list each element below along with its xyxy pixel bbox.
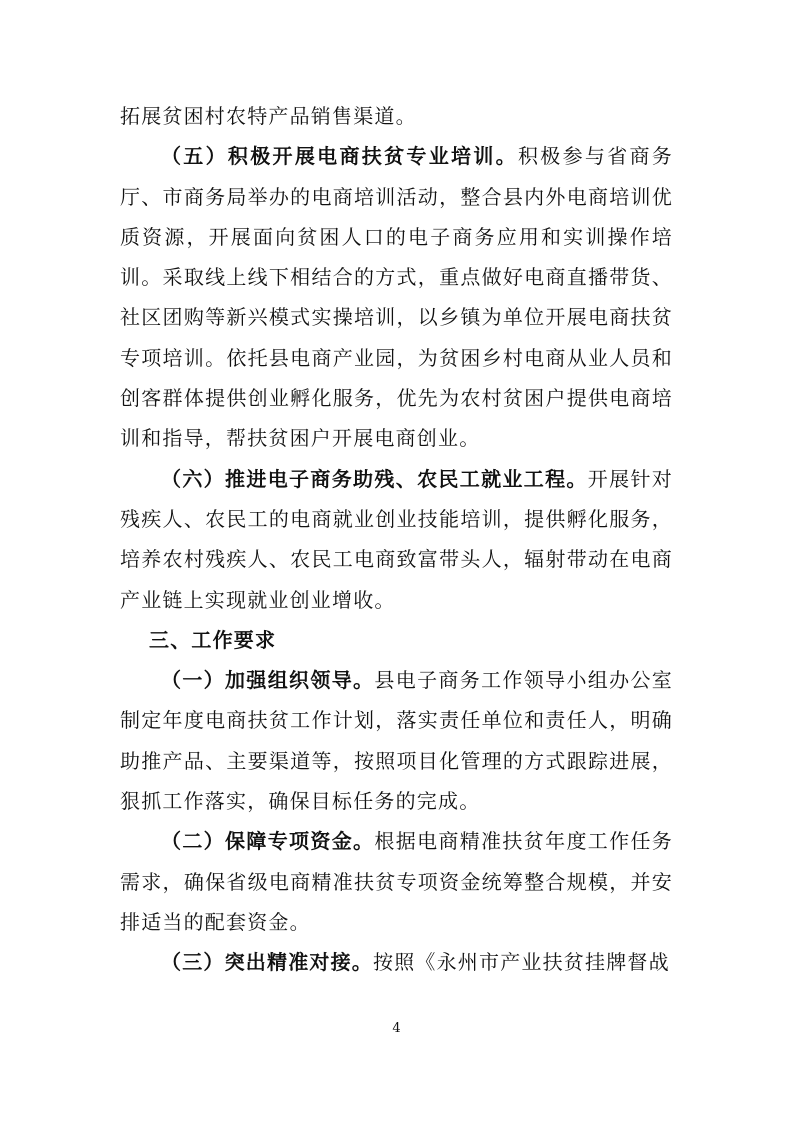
requirement-organization [120,660,673,821]
paragraph-body: 县电子商务工作领导小组办公室制定年度电商扶贫工作计划，落实责任单位和责任人，明确助推产品、主要渠道等，按照项目化管理的方式跟踪进展，狠抓工作落实，确保目标任务的完成。 [120,668,673,814]
paragraph-body: 积极参与省商务厅、市商务局举办的电商培训活动，整合县内外电商培训优质资源，开展面向贫困人口的电子商务应用和实训操作培训。采取线上线下相结合的方式，重点做好电商直播带货、社区团购等新兴模式实操培训，以乡镇为单位开展电商扶贫专项培训。依托县电商产业园，为贫困乡村电商从业人员和创客群体提供创业孵化服务，优先为农村贫困户提供电商培训和指导，帮扶贫困户开展电商创业。 [120,144,674,451]
paragraph-lead: （二）保障专项资金。 [161,829,375,854]
requirement-targeting [120,942,673,982]
paragraph-lead: （一）加强组织领导。 [161,668,375,693]
paragraph-body: 拓展贫困村农特产品销售渠道。 [120,104,417,128]
paragraph-body: 开展针对残疾人、农民工的电商就业创业技能培训，提供孵化服务，培养农村残疾人、农民工电商致富带头人，辐射带动在电商产业链上实现就业创业增收。 [120,466,673,612]
section-heading: 三、工作要求 [149,627,277,652]
paragraph-lead: （五）积极开展电商扶贫专业培训。 [161,144,518,169]
requirement-funding [120,821,673,942]
body-text [120,96,673,983]
paragraph-body: 按照《永州市产业扶贫挂牌督战 [373,950,670,975]
paragraph-employment [120,459,673,620]
paragraph-continuation [120,96,673,136]
paragraph-training [120,136,673,458]
paragraph-body: 根据电商精准扶贫年度工作任务需求，确保省级电商精准扶贫专项资金统筹整合规模，并安排适当的配套资金。 [120,829,673,934]
paragraph-lead: （六）推进电子商务助残、农民工就业工程。 [161,466,588,491]
page-number: 4 [392,1021,401,1036]
paragraph-lead: （三）突出精准对接。 [161,950,373,975]
